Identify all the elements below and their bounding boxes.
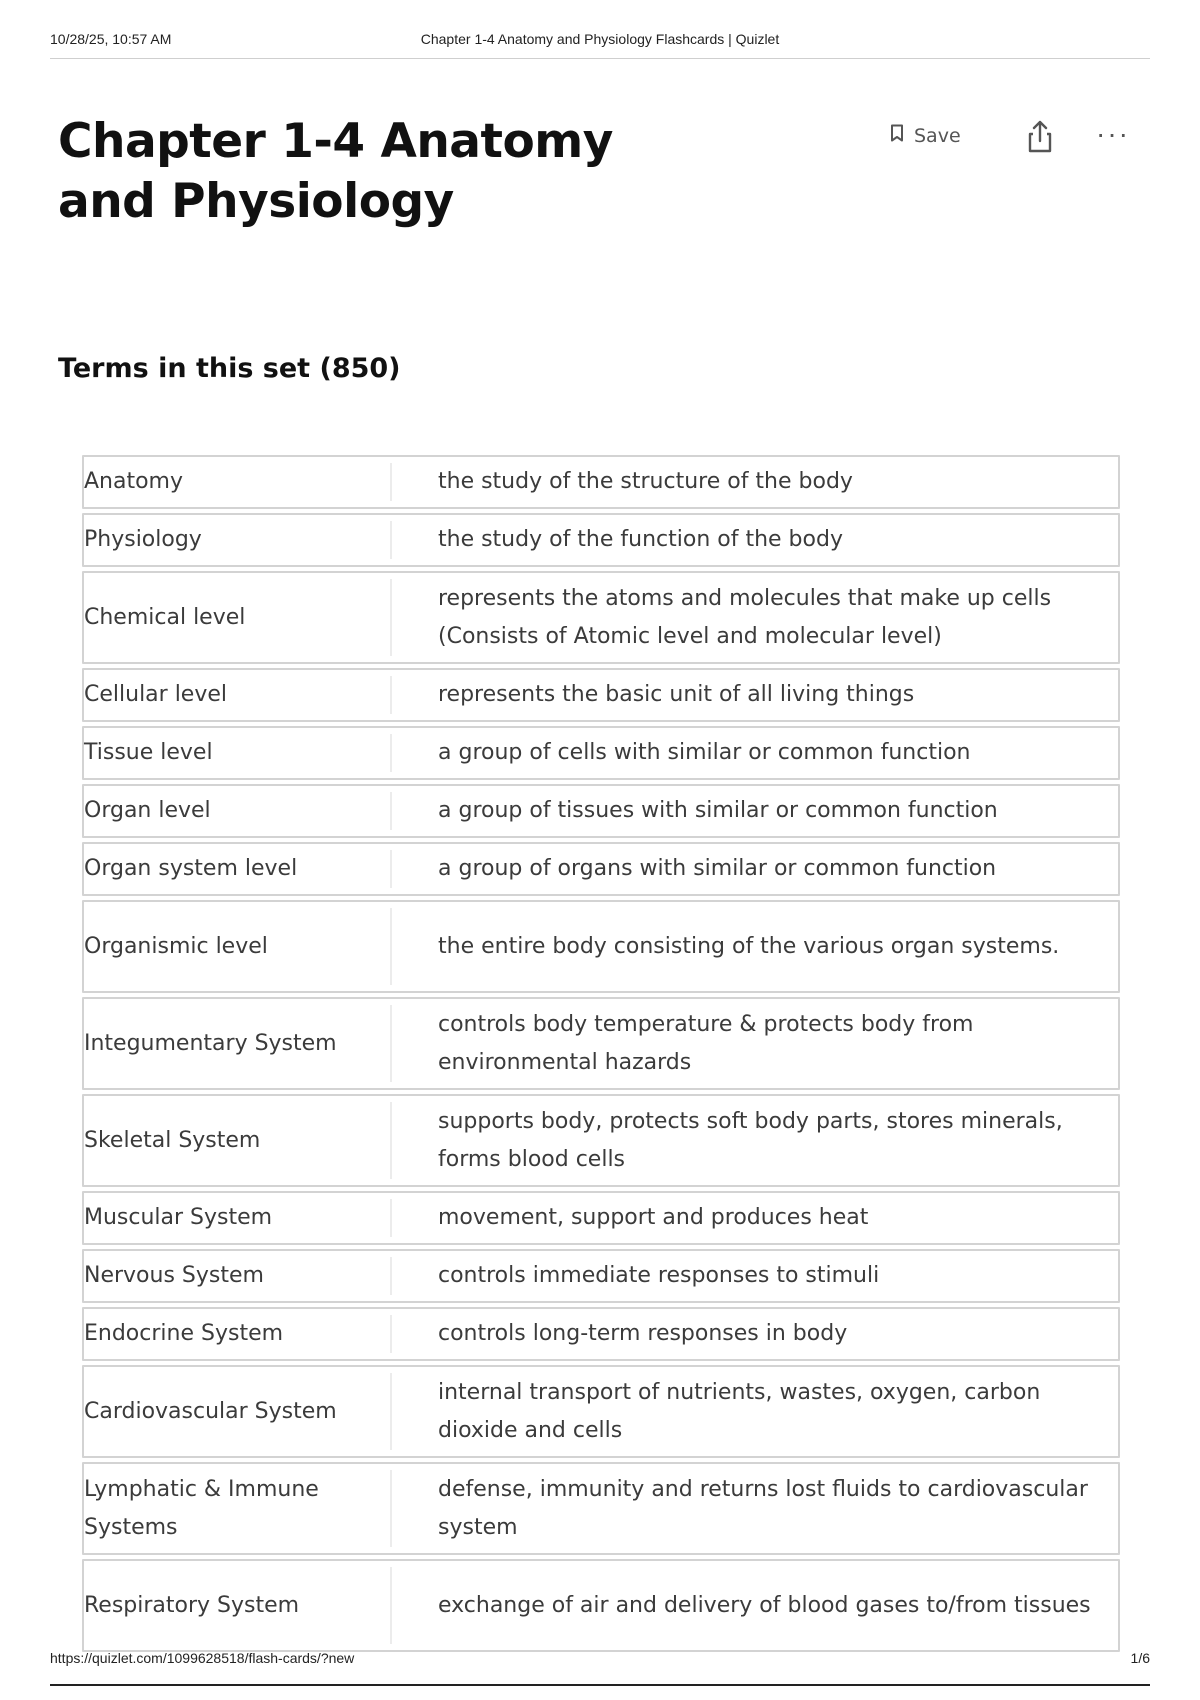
share-button[interactable] <box>1026 120 1054 159</box>
term-definition: a group of organs with similar or common function <box>438 856 997 881</box>
page-title: Chapter 1-4 Anatomy and Physiology <box>58 114 613 229</box>
term-row[interactable] <box>82 1094 1120 1187</box>
term-word: Organ level <box>84 798 211 823</box>
term-word: Skeletal System <box>84 1127 261 1153</box>
term-word: Integumentary System <box>84 1030 337 1056</box>
term-row[interactable] <box>82 784 1120 838</box>
term-row[interactable] <box>82 1559 1120 1652</box>
save-label: Save <box>914 124 961 147</box>
term-definition: controls long-term responses in body <box>438 1321 848 1346</box>
term-word: Tissue level <box>84 740 213 765</box>
share-icon <box>1026 141 1054 158</box>
term-row[interactable] <box>82 1462 1120 1555</box>
terms-list <box>82 455 1120 1656</box>
term-row[interactable] <box>82 668 1120 722</box>
term-definition: the study of the structure of the body <box>438 469 853 494</box>
term-definition: the entire body consisting of the various organ systems. <box>438 933 1060 959</box>
term-row[interactable] <box>82 726 1120 780</box>
term-row[interactable] <box>82 455 1120 509</box>
term-word: Physiology <box>84 527 202 552</box>
print-document-title: Chapter 1-4 Anatomy and Physiology Flashcards | Quizlet <box>420 31 780 47</box>
term-row[interactable] <box>82 1307 1120 1361</box>
term-row[interactable] <box>82 513 1120 567</box>
term-definition: exchange of air and delivery of blood gases to/from tissues <box>438 1592 1091 1618</box>
term-row[interactable] <box>82 1249 1120 1303</box>
term-definition: controls immediate responses to stimuli <box>438 1263 880 1288</box>
term-row[interactable] <box>82 997 1120 1090</box>
term-word: Nervous System <box>84 1263 264 1288</box>
page-number: 1/6 <box>1130 1650 1150 1666</box>
term-word: Organ system level <box>84 856 298 881</box>
term-definition: defense, immunity and returns lost fluids to cardiovascular system <box>438 1476 1088 1540</box>
term-definition: controls body temperature & protects body from environmental hazards <box>438 1011 974 1075</box>
term-definition: internal transport of nutrients, wastes, oxygen, carbon dioxide and cells <box>438 1379 1041 1443</box>
term-definition: supports body, protects soft body parts, stores minerals, forms blood cells <box>438 1108 1063 1172</box>
term-definition: represents the basic unit of all living things <box>438 682 915 707</box>
term-definition: a group of tissues with similar or common function <box>438 798 998 823</box>
term-word: Muscular System <box>84 1205 273 1230</box>
save-button[interactable] <box>890 124 961 147</box>
term-row[interactable] <box>82 1191 1120 1245</box>
print-header <box>50 28 1150 59</box>
term-definition: represents the atoms and molecules that make up cells (Consists of Atomic level and molecular level) <box>438 585 1052 649</box>
term-word: Lymphatic & Immune Systems <box>84 1476 319 1540</box>
more-options-button[interactable] <box>1096 120 1130 148</box>
term-word: Respiratory System <box>84 1592 300 1618</box>
term-word: Endocrine System <box>84 1321 284 1346</box>
term-definition: movement, support and produces heat <box>438 1205 869 1230</box>
term-row[interactable] <box>82 1365 1120 1458</box>
page-url: https://quizlet.com/1099628518/flash-cards/?new <box>50 1650 355 1666</box>
term-word: Chemical level <box>84 604 246 630</box>
print-footer <box>50 1650 1150 1686</box>
more-icon: ··· <box>1096 118 1130 149</box>
term-row[interactable] <box>82 571 1120 664</box>
term-definition: a group of cells with similar or common function <box>438 740 971 765</box>
term-definition: the study of the function of the body <box>438 527 843 552</box>
term-word: Anatomy <box>84 469 184 494</box>
term-row[interactable] <box>82 842 1120 896</box>
print-timestamp: 10/28/25, 10:57 AM <box>50 31 172 47</box>
set-actions <box>890 120 1160 160</box>
terms-heading: Terms in this set (850) <box>58 353 401 384</box>
term-row[interactable] <box>82 900 1120 993</box>
term-word: Cellular level <box>84 682 228 707</box>
bookmark-icon <box>890 124 904 147</box>
term-word: Cardiovascular System <box>84 1398 337 1424</box>
term-word: Organismic level <box>84 933 268 959</box>
